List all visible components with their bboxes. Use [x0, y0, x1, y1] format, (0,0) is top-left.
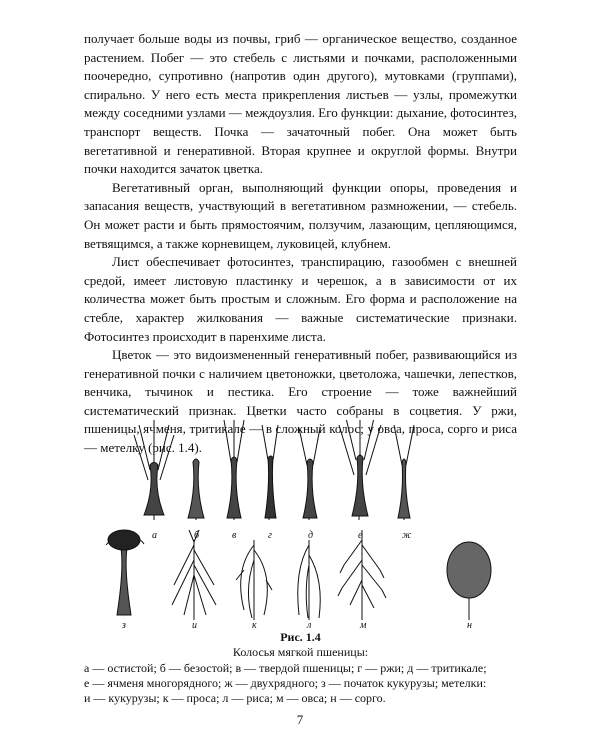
label-m: м	[360, 620, 367, 630]
corn-cob	[106, 530, 144, 615]
panicle-rice	[298, 540, 321, 620]
panicle-oat	[338, 530, 386, 620]
label-d: д	[308, 530, 314, 541]
spike-a-awned-wheat	[134, 420, 174, 520]
label-i: и	[192, 620, 197, 630]
figure-title: Рис. 1.4	[280, 630, 321, 644]
paragraph-2: Вегетативный орган, выполняющий функции опоры, проведения и запасания веществ, участвующий в вегетативном размножении, — стебель. Он может расти и быть прямостоячим, ползучим, лазающим, цепляющимся, ветвящимся, а также корневищем, луковицей, клубнем.	[84, 179, 517, 251]
spike-d-triticale	[299, 428, 320, 520]
figure-subtitle: Колосья мягкой пшеницы:	[232, 645, 369, 659]
legend-line-3: и — кукурузы; к — проса; л — риса; м — овса; н — сорго.	[84, 691, 386, 705]
paragraph-4: Цветок — это видоизмененный генеративный побег, развивающийся из генеративной почки с наличием цветоножки, цветоложа, чашечки, лепестков, венчика, тычинок и пестика. Его строение — тоже важнейший систематический признак. Цветки часто собраны в соцветия. У ржи, пшеницы, ячменя, тритикале — в сложный колос; у овса, проса, сорго и риса — метелку (рис. 1.4).	[84, 347, 517, 456]
label-g: г	[268, 530, 272, 541]
panicle-sorghum	[447, 542, 491, 620]
label-v: в	[232, 530, 237, 541]
page-number: 7	[296, 712, 304, 727]
spike-e-multirow-barley	[339, 420, 381, 520]
label-k: к	[252, 620, 257, 630]
paragraph-1: получает больше воды из почвы, гриб — органическое вещество, созданное растением. Побег — это стебель с листьями и почками, расположенными поочередно, супротивно (напротив один другого), мутовками (группами), спирально. У него есть места прикрепления листьев — узлы, промежутки между соседними узлами — междоузлия. Его функции: дыхание, фотосинтез, транспорт веществ. Почка — зачаточный побег. Она может быть вегетативной и генеративной. Вторая крупнее и округлой формы. Внутри почки находится зачаток цветка.	[84, 31, 517, 177]
label-z: з	[122, 620, 126, 630]
spike-zh-tworow-barley	[394, 425, 414, 520]
figure-legend	[84, 661, 517, 706]
text-body	[84, 30, 517, 458]
panicle-millet	[236, 540, 272, 620]
figure-bottom-labels	[121, 620, 472, 630]
label-a: а	[152, 530, 157, 541]
legend-line-1: а — остистой; б — безостой; в — твердой пшеницы; г — ржи; д — тритикале;	[84, 661, 487, 675]
label-zh: ж	[402, 530, 412, 541]
figure-caption	[84, 630, 517, 660]
figure-1-4	[84, 420, 517, 646]
label-n: н	[467, 620, 472, 630]
spike-b-awnless-wheat	[188, 459, 204, 520]
paragraph-3: Лист обеспечивает фотосинтез, транспирацию, газообмен с внешней средой, имеет листовую пластинку и черешок, а в зависимости от их количества может быть простым и сложным. Его форма и расположение на стебле, характер жилкования — важные систематические признаки. Фотосинтез происходит в паренхиме листа.	[84, 254, 517, 344]
spike-v-durum-wheat	[224, 420, 244, 520]
panicle-corn	[172, 530, 216, 620]
legend-line-2: е — ячменя многорядного; ж — двухрядного; з — початок кукурузы; метелки:	[84, 676, 487, 690]
figure-illustration	[84, 420, 517, 630]
label-e: е	[358, 530, 363, 541]
label-l: л	[307, 620, 312, 630]
label-b: б	[194, 530, 200, 541]
spike-g-rye	[262, 425, 278, 520]
